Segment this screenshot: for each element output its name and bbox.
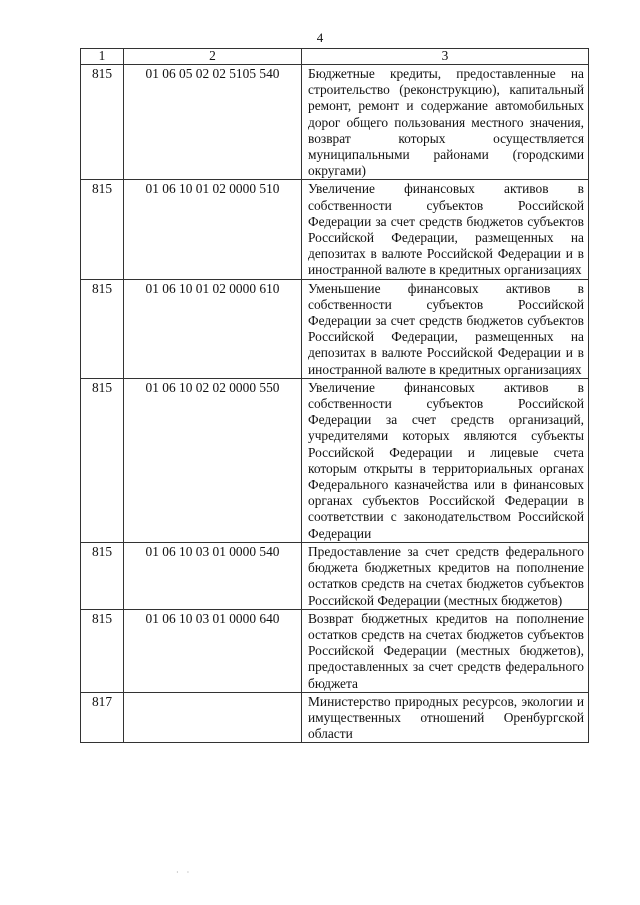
admin-code-cell: 817	[81, 692, 124, 743]
header-col-2: 2	[124, 49, 302, 65]
description-cell: Министерство природных ресурсов, экологии и имущественных отношений Оренбургской области	[302, 692, 589, 743]
table-row	[81, 180, 589, 279]
description-cell: Увеличение финансовых активов в собственности субъектов Российской Федерации за счет средств организаций, учредителями которых являются субъекты Российской Федерации и лицевые счета которым открыты в территориальных органах Федерального казначейства или в финансовых органах субъектов Российской Федерации в соответствии с законодательством Российской Федерации	[302, 378, 589, 542]
budget-codes-table	[80, 48, 589, 743]
header-col-3: 3	[302, 49, 589, 65]
admin-code-cell: 815	[81, 609, 124, 692]
budget-code-cell: 01 06 10 01 02 0000 610	[124, 279, 302, 378]
admin-code-cell: 815	[81, 65, 124, 180]
table-row	[81, 542, 589, 609]
table-row	[81, 65, 589, 180]
table-row	[81, 609, 589, 692]
budget-code-cell: 01 06 10 01 02 0000 510	[124, 180, 302, 279]
budget-code-cell: 01 06 05 02 02 5105 540	[124, 65, 302, 180]
description-cell: Уменьшение финансовых активов в собственности субъектов Российской Федерации за счет средств бюджетов субъектов Российской Федерации, размещенных на депозитах в валюте Российской Федерации и в иностранной валюте в кредитных организациях	[302, 279, 589, 378]
admin-code-cell: 815	[81, 542, 124, 609]
table-row	[81, 279, 589, 378]
budget-code-cell: 01 06 10 03 01 0000 540	[124, 542, 302, 609]
table-header-row	[81, 49, 589, 65]
table-row	[81, 692, 589, 743]
admin-code-cell: 815	[81, 180, 124, 279]
description-cell: Увеличение финансовых активов в собственности субъектов Российской Федерации за счет средств бюджетов субъектов Российской Федерации, размещенных на депозитах в валюте Российской Федерации и в иностранной валюте в кредитных организациях	[302, 180, 589, 279]
admin-code-cell: 815	[81, 279, 124, 378]
table-row	[81, 378, 589, 542]
header-col-1: 1	[81, 49, 124, 65]
description-cell: Предоставление за счет средств федерального бюджета бюджетных кредитов на пополнение остатков средств на счетах бюджетов субъектов Российской Федерации (местных бюджетов)	[302, 542, 589, 609]
page-number: 4	[316, 30, 324, 45]
budget-code-cell: 01 06 10 03 01 0000 640	[124, 609, 302, 692]
budget-code-cell: 01 06 10 02 02 0000 550	[124, 378, 302, 542]
description-cell: Бюджетные кредиты, предоставленные на строительство (реконструкцию), капитальный ремонт, ремонт и содержание автомобильных дорог общего пользования местного значения, возврат которых осуществляется муниципальными районами (городскими округами)	[302, 65, 589, 180]
description-cell: Возврат бюджетных кредитов на пополнение остатков средств на счетах бюджетов субъектов Российской Федерации (местных бюджетов), предоставленных за счет средств федерального бюджета	[302, 609, 589, 692]
footer-mark: · ·	[176, 868, 193, 877]
admin-code-cell: 815	[81, 378, 124, 542]
budget-code-cell	[124, 692, 302, 743]
